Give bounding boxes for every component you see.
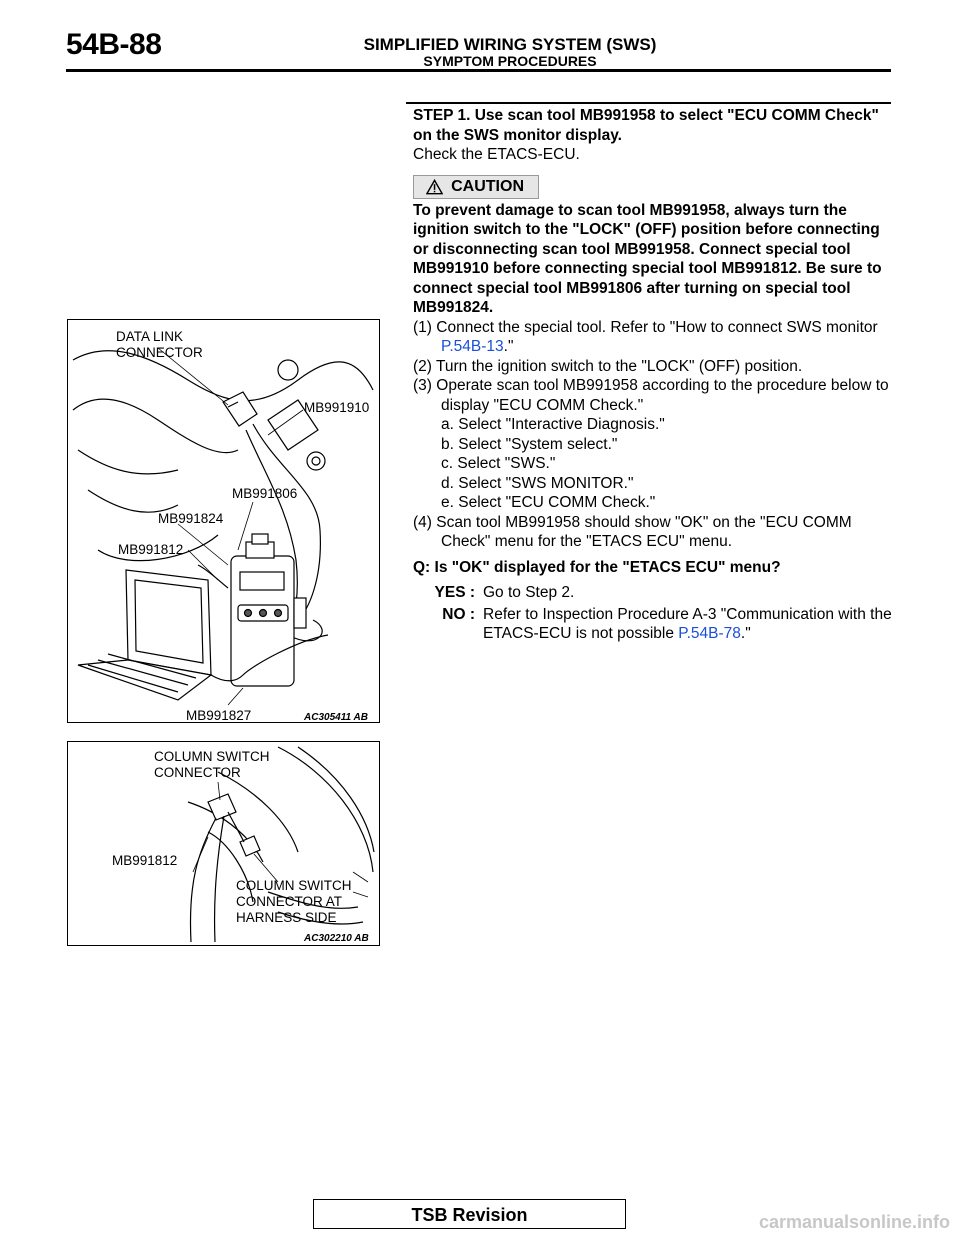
sub-list-item: e. Select "ECU COMM Check." [441, 494, 656, 511]
step-rule [406, 102, 891, 104]
check-text: Check the ETACS-ECU. [413, 146, 580, 163]
page-link[interactable]: P.54B-13 [441, 338, 504, 355]
sub-list-item: d. Select "SWS MONITOR." [441, 474, 634, 492]
caution-label: CAUTION [451, 177, 524, 195]
figure-id: AC302210 AB [304, 933, 369, 944]
answer-yes [413, 583, 893, 603]
label-mb991812: MB991812 [118, 542, 184, 557]
label-column-switch-connector: COLUMN SWITCH CONNECTOR [154, 749, 270, 780]
figure-scan-tool-connection [67, 319, 380, 723]
list-item: (2) Turn the ignition switch to the "LOCK" (OFF) position. [413, 357, 803, 375]
label-mb991827: MB991827 [186, 708, 252, 723]
caution-text: To prevent damage to scan tool MB991958, always turn the ignition switch to the "LOCK" (OFF) position before connecting or disconnecting scan tool MB991958. Connect special tool MB991910 before connecting special tool MB991812. Be sure to connect special tool MB991806 after turning on special tool MB991824. [413, 201, 882, 316]
yes-key: YES : [434, 584, 475, 601]
sub-list-item: b. Select "System select." [441, 435, 618, 453]
question: Q: Is "OK" displayed for the "ETACS ECU" menu? [413, 558, 781, 576]
answer-no: NO : Refer to Inspection Procedure A-3 "Communication with the ETACS-ECU is not possible P.54B-78." [413, 605, 893, 644]
no-text: Refer to Inspection Procedure A-3 "Communication with the ETACS-ECU is not possible [483, 605, 892, 642]
list-item: (3) Operate scan tool MB991958 according to the procedure below to display "ECU COMM Check." [413, 377, 889, 414]
label-harness-side: COLUMN SWITCH CONNECTOR AT HARNESS SIDE [236, 878, 352, 925]
section-title: SIMPLIFIED WIRING SYSTEM (SWS) [363, 35, 657, 54]
label-mb991806: MB991806 [232, 486, 298, 501]
warning-icon [426, 179, 443, 195]
caution-box [413, 175, 539, 199]
label-mb991910: MB991910 [304, 400, 370, 415]
procedure-column [413, 106, 893, 644]
sub-list-item: c. Select "SWS." [441, 455, 556, 472]
figure-id: AC305411 AB [304, 712, 368, 723]
label-data-link-connector: DATA LINK CONNECTOR [116, 329, 203, 360]
header-rule [66, 69, 891, 72]
page-link[interactable]: P.54B-78 [678, 625, 741, 642]
tsb-revision: TSB Revision [313, 1199, 626, 1229]
label-mb991812: MB991812 [112, 853, 178, 868]
section-subtitle: SYMPTOM PROCEDURES [423, 53, 597, 69]
yes-text: Go to Step 2. [483, 584, 575, 601]
list-item: (4) Scan tool MB991958 should show "OK" on the "ECU COMM Check" menu for the "ETACS ECU" menu. [413, 513, 852, 550]
no-key: NO : [442, 605, 475, 623]
watermark: carmanualsonline.info [758, 1212, 950, 1232]
label-mb991824: MB991824 [158, 511, 224, 526]
figure-column-switch-connection [67, 741, 380, 946]
list-item: (1) Connect the special tool. Refer to "How to connect SWS monitor P.54B-13." [413, 318, 878, 355]
scan-tool-illustration [68, 320, 379, 722]
sub-list-item: a. Select "Interactive Diagnosis." [441, 416, 665, 433]
sub-list [413, 415, 893, 513]
step-heading: STEP 1. Use scan tool MB991958 to select "ECU COMM Check" on the SWS monitor display. [413, 107, 879, 144]
page-number: 54B-88 [66, 28, 162, 61]
